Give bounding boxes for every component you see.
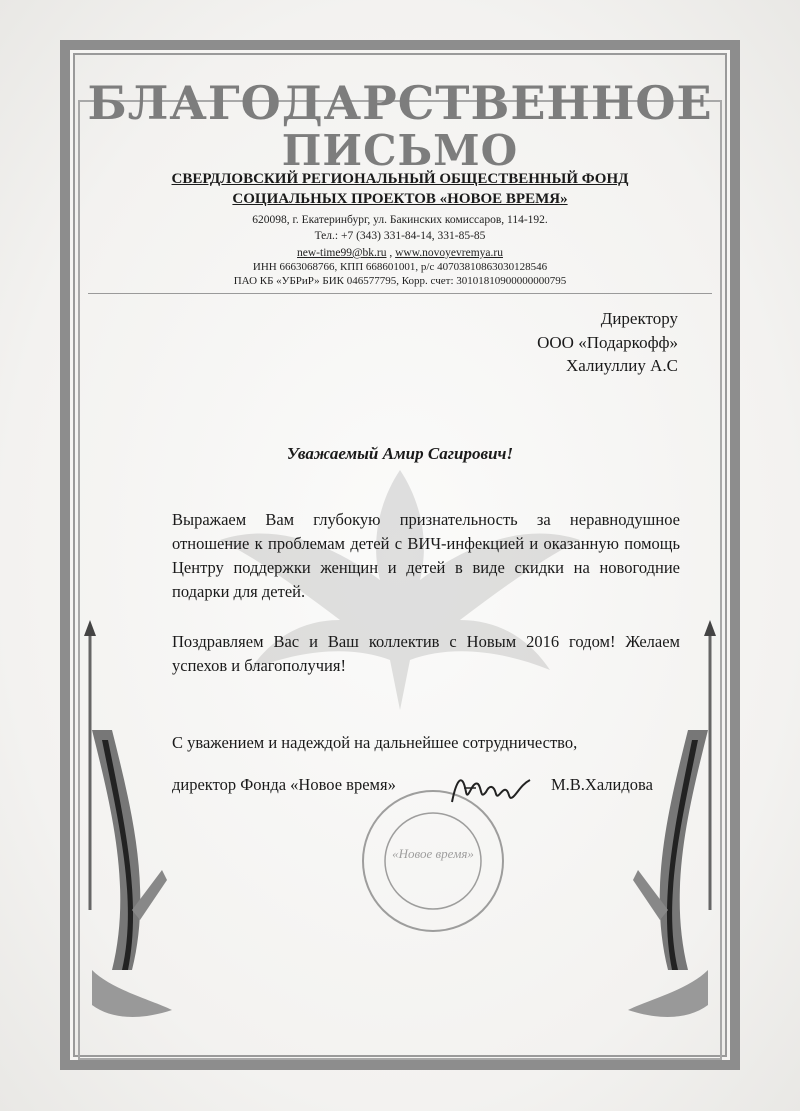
- organization-name-line2: СОЦИАЛЬНЫХ ПРОЕКТОВ «НОВОЕ ВРЕМЯ»: [232, 191, 568, 207]
- organization-address: 620098, г. Екатеринбург, ул. Бакинских комиссаров, 114-192.: [252, 214, 548, 226]
- organization-name-line1: СВЕРДЛОВСКИЙ РЕГИОНАЛЬНЫЙ ОБЩЕСТВЕННЫЙ ФОНД: [171, 171, 629, 187]
- recipient-name: Халиуллиу А.С: [566, 356, 678, 375]
- body-paragraph-2: Поздравляем Вас и Ваш коллектив с Новым 2016 годом! Желаем успехов и благополучия!: [172, 632, 680, 675]
- recipient-position: Директору: [600, 309, 678, 328]
- stamp-center-text: «Новое время»: [392, 846, 474, 861]
- greeting: Уважаемый Амир Сагирович!: [286, 444, 514, 463]
- closing-line: С уважением и надеждой на дальнейшее сотрудничество,: [172, 733, 578, 752]
- signatory-role: директор Фонда «Новое время»: [172, 775, 396, 794]
- letter-title-line1: БЛАГОДАРСТВЕННОЕ: [87, 76, 713, 130]
- organization-requisites-line2: ПАО КБ «УБРиР» БИК 046577795, Корр. счет: 30101810900000000795: [233, 275, 567, 287]
- body-paragraph-1-text: Выражаем Вам глубокую признательность за неравнодушное отношение к проблемам детей с ВИЧ-инфекцией и оказанную помощь Центру поддержки женщин и детей в виде скидки на новогодние подарки для детей.: [172, 510, 680, 601]
- handwritten-signature-icon: [446, 762, 536, 812]
- left-ribbon-ornament-icon: [72, 610, 182, 1030]
- signatory-name: М.В.Халидова: [551, 775, 653, 794]
- body-paragraph-1: [172, 508, 680, 604]
- organization-phone: Тел.: +7 (343) 331-84-14, 331-85-85: [314, 230, 486, 242]
- header-divider: [88, 293, 712, 294]
- email-link[interactable]: new-time99@bk.ru: [297, 247, 387, 259]
- organization-requisites-line1: ИНН 6663068766, КПП 668601001, р/с 40703810863030128546: [252, 261, 548, 273]
- contacts-separator: ,: [389, 247, 393, 259]
- organization-contacts: [0, 247, 800, 259]
- letter-title-line2: ПИСЬМО: [281, 126, 519, 175]
- recipient-company: ООО «Подаркофф»: [537, 333, 678, 352]
- website-link[interactable]: www.novoyevremya.ru: [395, 247, 503, 259]
